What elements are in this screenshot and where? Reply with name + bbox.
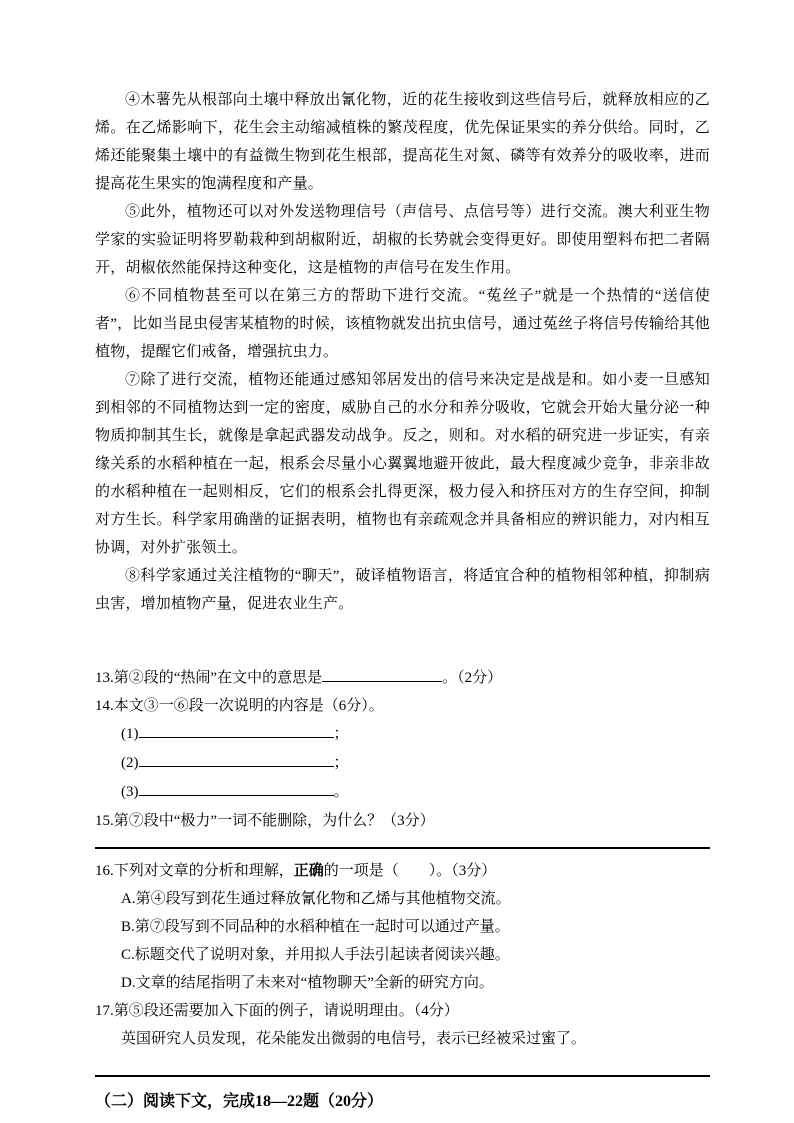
blank-line-3 [95, 778, 710, 807]
question-14 [95, 692, 710, 720]
option-c: C.标题交代了说明对象，并用拟人手法引起读者阅读兴趣。 [121, 947, 510, 963]
question-13 [95, 664, 710, 692]
question-15 [95, 807, 710, 835]
section-divider-top [95, 847, 710, 849]
reading-passage [95, 86, 710, 618]
question-13-answer-blank [322, 667, 442, 682]
question-16-options [95, 885, 710, 997]
option-a: A.第④段写到花生通过释放氰化物和乙烯与其他植物交流。 [121, 891, 511, 907]
question-16-emphasis: 正确 [293, 863, 324, 879]
question-13-text: 13.第②段的“热闹”在文中的意思是 [95, 670, 323, 686]
question-17-text: 17.第⑤段还需要加入下面的例子，请说明理由。（4分） [95, 1003, 459, 1019]
paragraph-7: ⑦除了进行交流，植物还能通过感知邻居发出的信号来决定是战是和。如小麦一旦感知到相邻的不同植物达到一定的密度，威胁自己的水分和养分吸收，它就会开始大量分泌一种物质抑制其生长，就像是拿起武器发动战争。反之，则和。对水稻的研究进一步证实，有亲缘关系的水稻种植在一起，根系会尽量小心翼翼地避开彼此，最大程度减少竞争，非亲非故的水稻种植在一起则相反，它们的根系会扎得更深，极力侵入和挤压对方的生存空间，抑制对方生长。科学家用确凿的证据表明，植物也有亲疏观念并具备相应的辨识能力，对内相互协调，对外扩张领土。 [95, 372, 710, 556]
blank-line-2 [95, 749, 710, 778]
paragraph-5: ⑤此外，植物还可以对外发送物理信号（声信号、点信号等）进行交流。澳大利亚生物学家的实验证明将罗勒栽种到胡椒附近，胡椒的长势就会变得更好。即使用塑料布把二者隔开，胡椒依然能保持这种变化，这是植物的声信号在发生作用。 [95, 204, 710, 276]
paragraph-8: ⑧科学家通过关注植物的“聊天”，破译植物语言，将适宜合种的植物相邻种植，抑制病虫害，增加植物产量，促进农业生产。 [95, 568, 710, 612]
question-13-score: 。（2分） [442, 670, 503, 686]
blank-2-underline [139, 752, 334, 767]
paragraph-6: ⑥不同植物甚至可以在第三方的帮助下进行交流。“菟丝子”就是一个热情的“送信使者”，比如当昆虫侵害某植物的时候，该植物就发出抗虫信号，通过菟丝子将信号传输给其他植物，提醒它们戒备，增强抗虫力。 [95, 288, 710, 360]
blank-1-label: (1) [121, 726, 139, 742]
blank-2-label: (2) [121, 755, 139, 771]
question-17 [95, 997, 710, 1053]
blank-2-punct: ； [333, 755, 349, 771]
blank-1-underline [139, 723, 334, 738]
question-15-text: 15.第⑦段中“极力”一词不能删除，为什么？（3分） [95, 813, 435, 829]
question-14-text: 14.本文③一⑥段一次说明的内容是（6分）。 [95, 698, 384, 714]
option-b: B.第⑦段写到不同品种的水稻种植在一起时可以通过产量。 [121, 919, 510, 935]
paragraph-4: ④木薯先从根部向土壤中释放出氰化物，近的花生接收到这些信号后，就释放相应的乙烯。在乙烯影响下，花生会主动缩减植株的繁茂程度，优先保证果实的养分供给。同时，乙烯还能聚集土壤中的有益微生物到花生根部，提高花生对氮、磷等有效养分的吸收率，进而提高花生果实的饱满程度和产量。 [95, 92, 710, 192]
section-divider-bottom [95, 1075, 710, 1077]
blank-3-underline [139, 781, 334, 796]
section-2-heading: （二）阅读下文，完成18—22题（20分） [95, 1093, 384, 1110]
question-17-example: 英国研究人员发现，花朵能发出微弱的电信号，表示已经被采过蜜了。 [121, 1031, 587, 1047]
question-16-text-pre: 16.下列对文章的分析和理解， [95, 863, 294, 879]
option-d: D.文章的结尾指明了未来对“植物聊天”全新的研究方向。 [121, 975, 494, 991]
question-14-blanks [95, 720, 710, 807]
question-16 [95, 857, 710, 885]
question-16-text-post: 的一项是（ ）。（3分） [323, 863, 497, 879]
blank-line-1 [95, 720, 710, 749]
blank-3-punct: 。 [333, 784, 349, 800]
blank-3-label: (3) [121, 784, 139, 800]
blank-1-punct: ； [333, 726, 349, 742]
